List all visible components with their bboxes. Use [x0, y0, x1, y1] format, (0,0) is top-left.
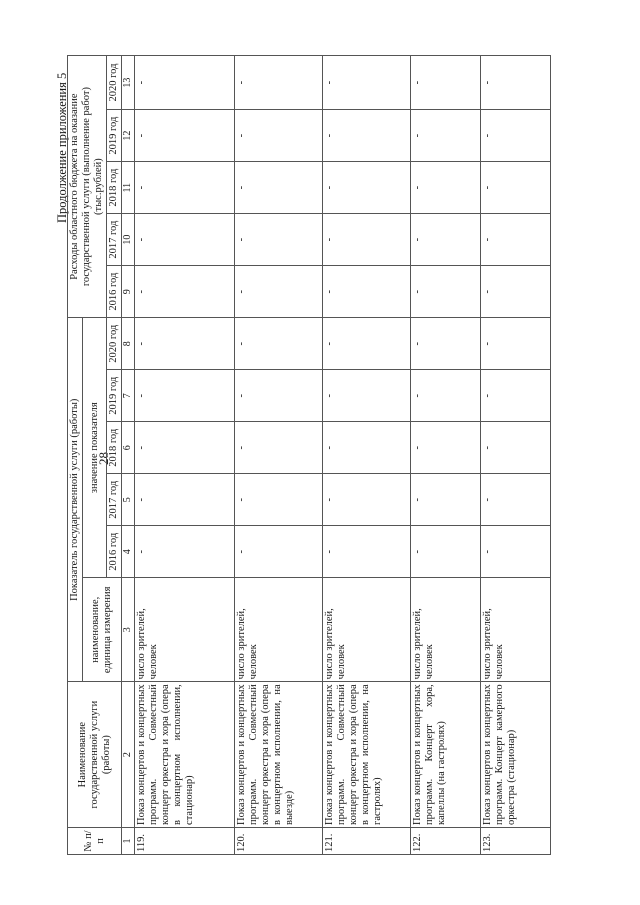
column-number: 10	[122, 214, 135, 266]
unit-name: число зрителей, человек	[480, 578, 550, 682]
value-cell: -	[234, 526, 322, 578]
value-cell: -	[322, 318, 410, 370]
value-cell: -	[322, 526, 410, 578]
value-cell: -	[480, 110, 550, 162]
unit-name: число зрителей, человек	[234, 578, 322, 682]
header-unit: наименование, единица измерения	[83, 578, 122, 682]
column-number: 12	[122, 110, 135, 162]
value-cell: -	[480, 370, 550, 422]
value-cell: -	[480, 422, 550, 474]
value-cell: -	[410, 162, 480, 214]
value-cell: -	[234, 318, 322, 370]
service-name: Показ концертов и концертных программ. Совместный концерт оркестра и хора (опера в концертном исполнении, на гастролях)	[322, 682, 410, 828]
value-cell: -	[480, 318, 550, 370]
header-year: 2016 год	[107, 266, 122, 318]
value-cell: -	[234, 110, 322, 162]
value-cell: -	[134, 266, 234, 318]
service-name: Показ концертов и концертных программ. Концерт камерного оркестра (стационар)	[480, 682, 550, 828]
header-year: 2017 год	[107, 474, 122, 526]
value-cell: -	[134, 526, 234, 578]
header-year: 2020 год	[107, 318, 122, 370]
value-cell: -	[410, 318, 480, 370]
value-cell: -	[480, 474, 550, 526]
column-number: 6	[122, 422, 135, 474]
value-cell: -	[234, 370, 322, 422]
header-budget: Расходы областного бюджета на оказание государственной услуги (выполнение работ) (тыс.рублей)	[68, 56, 107, 318]
value-cell: -	[410, 370, 480, 422]
column-number: 1	[122, 827, 135, 854]
value-cell: -	[322, 162, 410, 214]
value-cell: -	[322, 370, 410, 422]
table-row	[410, 56, 480, 855]
value-cell: -	[410, 474, 480, 526]
value-cell: -	[234, 214, 322, 266]
header-indicator: Показатель государственной услуги (работы)	[68, 318, 83, 682]
value-cell: -	[480, 56, 550, 110]
value-cell: -	[410, 422, 480, 474]
table-row	[480, 56, 550, 855]
header-year: 2018 год	[107, 162, 122, 214]
column-number: 7	[122, 370, 135, 422]
value-cell: -	[410, 526, 480, 578]
service-name: Показ концертов и концертных программ. Совместный концерт оркестра и хора (опера в концертном исполнении, на выезде)	[234, 682, 322, 828]
value-cell: -	[480, 162, 550, 214]
column-number: 4	[122, 526, 135, 578]
header-service: Наименование государственной услуги (работы)	[68, 682, 122, 828]
unit-name: число зрителей, человек	[322, 578, 410, 682]
value-cell: -	[134, 162, 234, 214]
table-row	[322, 56, 410, 855]
header-year: 2019 год	[107, 110, 122, 162]
value-cell: -	[410, 266, 480, 318]
value-cell: -	[480, 214, 550, 266]
value-cell: -	[322, 110, 410, 162]
column-number: 11	[122, 162, 135, 214]
value-cell: -	[322, 56, 410, 110]
value-cell: -	[134, 318, 234, 370]
value-cell: -	[234, 56, 322, 110]
unit-name: число зрителей, человек	[410, 578, 480, 682]
value-cell: -	[410, 214, 480, 266]
column-number: 3	[122, 578, 135, 682]
continuation-label: Продолжение приложения 5	[55, 72, 69, 223]
value-cell: -	[134, 422, 234, 474]
value-cell: -	[134, 110, 234, 162]
value-cell: -	[480, 526, 550, 578]
row-number: 123.	[480, 827, 550, 854]
row-number: 122.	[410, 827, 480, 854]
column-number: 5	[122, 474, 135, 526]
value-cell: -	[322, 214, 410, 266]
service-name: Показ концертов и концертных программ. Совместный концерт оркестра и хора (опера в концертном исполнении, стационар)	[134, 682, 234, 828]
table-body	[134, 56, 550, 855]
column-number: 13	[122, 56, 135, 110]
table-row	[134, 56, 234, 855]
value-cell: -	[134, 474, 234, 526]
value-cell: -	[480, 266, 550, 318]
row-number: 121.	[322, 827, 410, 854]
column-number: 9	[122, 266, 135, 318]
header-year: 2019 год	[107, 370, 122, 422]
header-year: 2016 год	[107, 526, 122, 578]
value-cell: -	[134, 370, 234, 422]
value-cell: -	[134, 56, 234, 110]
header-value: значение показателя	[83, 318, 107, 578]
value-cell: -	[234, 474, 322, 526]
service-name: Показ концертов и концертных программ. Концерт хора, капеллы (на гастролях)	[410, 682, 480, 828]
header-year: 2020 год	[107, 56, 122, 110]
row-number: 120.	[234, 827, 322, 854]
value-cell: -	[410, 56, 480, 110]
column-number: 2	[122, 682, 135, 828]
column-number: 8	[122, 318, 135, 370]
table-row	[234, 56, 322, 855]
value-cell: -	[322, 474, 410, 526]
header-year: 2018 год	[107, 422, 122, 474]
row-number: 119.	[134, 827, 234, 854]
column-number-row	[122, 56, 135, 855]
services-table	[67, 55, 551, 855]
page-number: 28	[96, 452, 111, 465]
unit-name: число зрителей, человек	[134, 578, 234, 682]
value-cell: -	[322, 266, 410, 318]
value-cell: -	[410, 110, 480, 162]
value-cell: -	[234, 266, 322, 318]
value-cell: -	[322, 422, 410, 474]
value-cell: -	[134, 214, 234, 266]
value-cell: -	[234, 422, 322, 474]
value-cell: -	[234, 162, 322, 214]
header-year: 2017 год	[107, 214, 122, 266]
header-no: № п/п	[68, 827, 122, 854]
